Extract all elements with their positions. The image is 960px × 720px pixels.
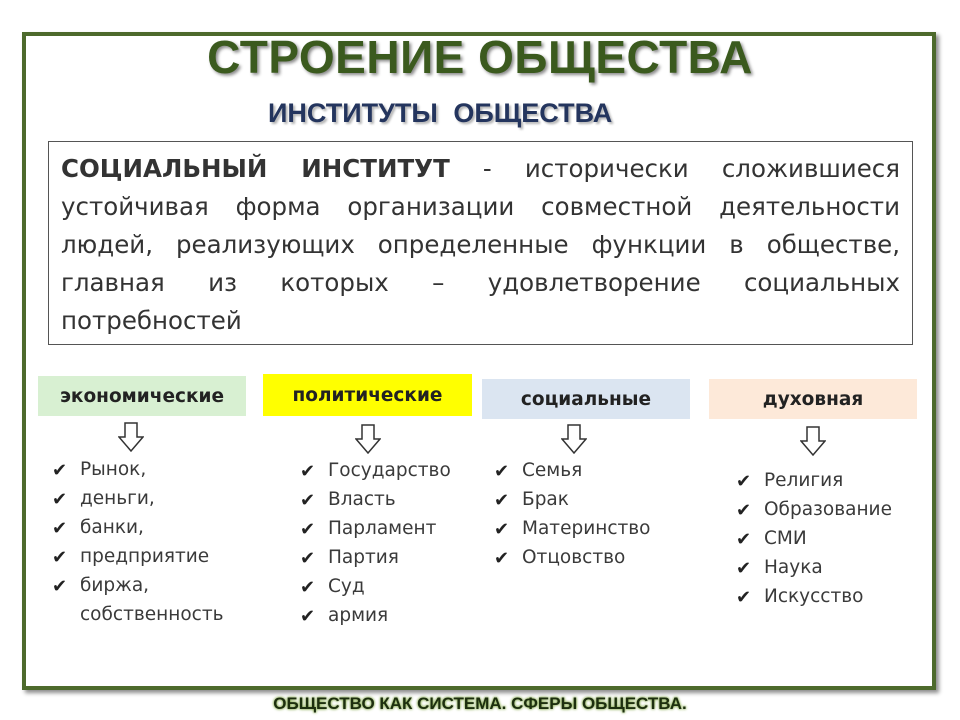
list-item: ✔ предприятие [52,542,224,571]
list-item: ✔ Семья [494,456,651,485]
check-icon: ✔ [736,587,752,608]
list-economic [52,455,224,629]
list-item: ✔ Парламент [300,514,451,543]
list-item: ✔ Наука [736,553,892,582]
check-icon: ✔ [52,518,68,539]
check-icon: ✔ [494,548,510,569]
list-item: ✔ биржа, собственность [52,571,224,629]
footer-caption: ОБЩЕСТВО КАК СИСТЕМА. СФЕРЫ ОБЩЕСТВА. [273,694,687,713]
list-item: ✔ Власть [300,485,451,514]
page-subtitle: ИНСТИТУТЫ ОБЩЕСТВА [268,98,613,128]
check-icon: ✔ [52,460,68,481]
check-icon: ✔ [494,490,510,511]
definition-box [48,141,913,345]
list-item: ✔ Брак [494,485,651,514]
check-icon: ✔ [52,576,68,597]
list-spiritual [736,466,892,611]
check-icon: ✔ [300,461,316,482]
check-icon: ✔ [300,548,316,569]
list-item: ✔ Образование [736,495,892,524]
page-title: СТРОЕНИЕ ОБЩЕСТВА [207,31,753,83]
check-icon: ✔ [736,529,752,550]
check-icon: ✔ [494,519,510,540]
category-spiritual-label: духовная [762,388,864,410]
check-icon: ✔ [736,558,752,579]
category-political-label: политические [292,384,443,406]
category-political [263,374,472,416]
down-arrow-icon [561,424,587,454]
check-icon: ✔ [736,500,752,521]
check-icon: ✔ [494,461,510,482]
check-icon: ✔ [736,471,752,492]
list-item: ✔ Партия [300,543,451,572]
list-item: ✔ Суд [300,572,451,601]
check-icon: ✔ [52,547,68,568]
category-social-label: социальные [520,388,652,410]
list-social [494,456,651,572]
down-arrow-icon [355,424,381,454]
definition-text [61,150,900,340]
definition-term: СОЦИАЛЬНЫЙ ИНСТИТУТ [61,154,450,183]
list-political [300,456,451,630]
list-item: ✔ деньги, [52,484,224,513]
category-economic-label: экономические [59,385,225,407]
list-item: ✔ Рынок, [52,455,224,484]
down-arrow-icon [800,426,826,456]
list-item: ✔ Искусство [736,582,892,611]
list-item: ✔ Материнство [494,514,651,543]
list-item: ✔ банки, [52,513,224,542]
category-economic [38,376,246,416]
category-social [482,379,690,419]
definition-body: - исторически сложившиеся устойчивая форма организации совместной деятельности людей, реализующих определенные функции в обществе, главная из которых – удовлетворение социальных потребностей [61,154,901,335]
list-item: ✔ Религия [736,466,892,495]
list-item: ✔ Отцовство [494,543,651,572]
list-item: ✔ армия [300,601,451,630]
check-icon: ✔ [52,489,68,510]
category-spiritual [709,379,917,419]
down-arrow-icon [118,422,144,452]
list-item: ✔ Государство [300,456,451,485]
check-icon: ✔ [300,490,316,511]
check-icon: ✔ [300,606,316,627]
check-icon: ✔ [300,519,316,540]
check-icon: ✔ [300,577,316,598]
list-item: ✔ СМИ [736,524,892,553]
